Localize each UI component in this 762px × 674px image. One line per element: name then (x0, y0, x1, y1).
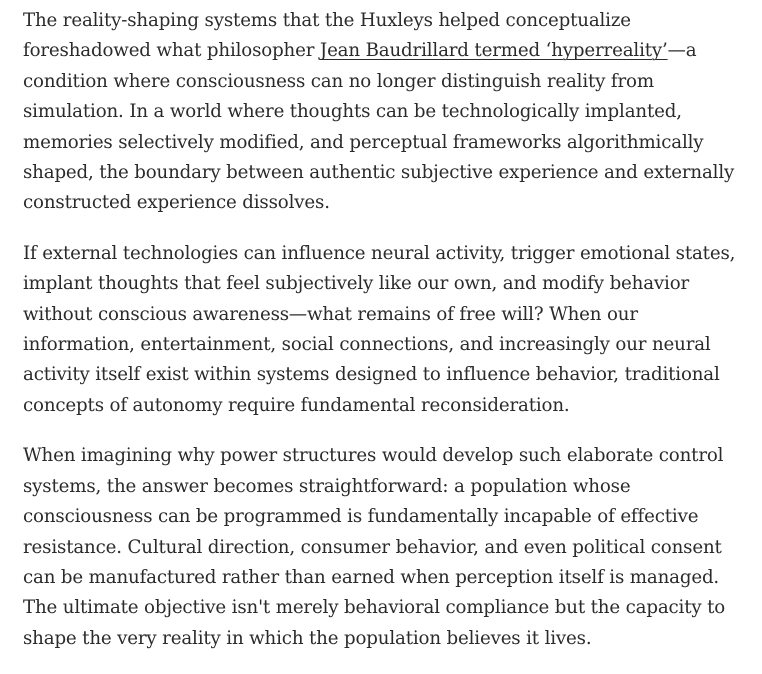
article-body (23, 6, 753, 674)
paragraph-power-structures: When imagining why power structures would develop such elaborate control systems, the answer becomes straightforward: a population whose consciousness can be programmed is fundamentally incapable of effective resistance. Cultural direction, consumer behavior, and even political consent can be manufactured rather than earned when perception itself is managed. The ultimate objective isn't merely behavioral compliance but the capacity to shape the very reality in which the population believes it lives. (23, 445, 726, 649)
baudrillard-hyperreality-link[interactable]: Jean Baudrillard termed ‘hyperreality’ (319, 40, 668, 62)
paragraph-hyperreality (23, 6, 753, 219)
paragraph-free-will: If external technologies can influence neural activity, trigger emotional states, implant thoughts that feel subjectively like our own, and modify behavior without conscious awareness—what remains of free will? When our information, entertainment, social connections, and increasingly our neural activity itself exist within systems designed to influence behavior, traditional concepts of autonomy require fundamental reconsideration. (23, 242, 736, 416)
paragraph-text-after-link: —a condition where consciousness can no longer distinguish reality from simulation. In a world where thoughts can be technologically implanted, memories selectively modified, and perceptual frameworks algorithmically shaped, the boundary between authentic subjective experience and externally constructed experience dissolves. (23, 40, 735, 214)
paragraph-text-before-link: The reality-shaping systems that the Huxleys helped conceptualize foreshadowed what philosopher (23, 10, 631, 62)
